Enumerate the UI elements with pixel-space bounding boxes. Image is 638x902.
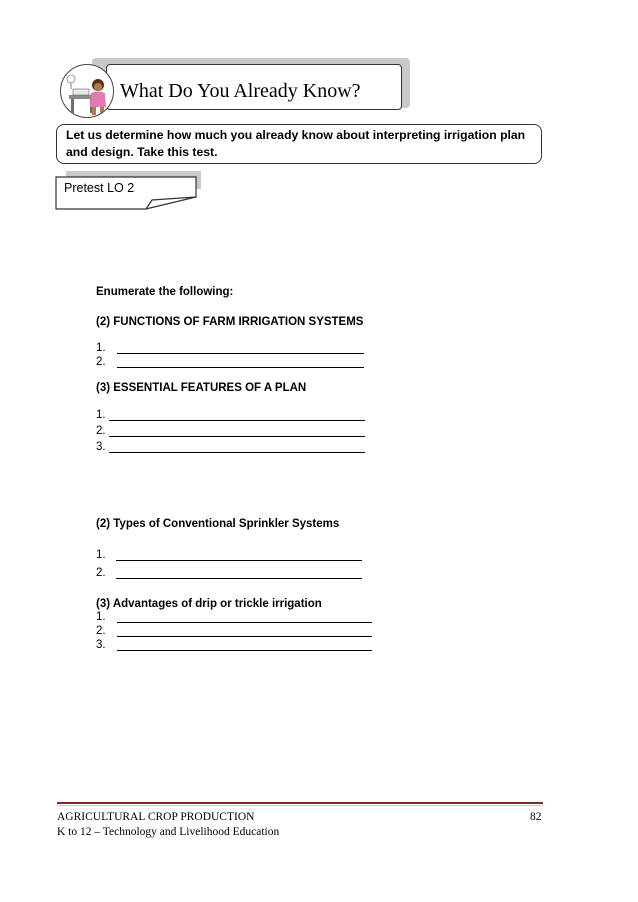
- answer-blank[interactable]: [109, 452, 365, 453]
- list-item-number: 2.: [96, 356, 106, 368]
- footer-course: AGRICULTURAL CROP PRODUCTION: [57, 811, 255, 823]
- list-item-number: 2.: [96, 425, 106, 437]
- list-item-number: 2.: [96, 625, 106, 637]
- answer-blank[interactable]: [116, 578, 362, 579]
- answer-blank[interactable]: [116, 560, 362, 561]
- list-item-number: 3.: [96, 639, 106, 651]
- answer-blank[interactable]: [109, 436, 365, 437]
- answer-blank[interactable]: [117, 367, 364, 368]
- answer-blank[interactable]: [117, 622, 372, 623]
- page-title: What Do You Already Know?: [120, 80, 361, 102]
- list-item-number: 1.: [96, 409, 106, 421]
- footer-rule-shadow: [57, 805, 543, 806]
- footer-subtitle: K to 12 – Technology and Livelihood Education: [57, 826, 280, 838]
- list-item-number: 1.: [96, 342, 106, 354]
- list-item-number: 1.: [96, 549, 106, 561]
- list-item-number: 3.: [96, 441, 106, 453]
- answer-blank[interactable]: [117, 650, 372, 651]
- enumerate-intro: Enumerate the following:: [96, 286, 234, 298]
- list-item-number: 1.: [96, 611, 106, 623]
- section-heading-plan-features: (3) ESSENTIAL FEATURES OF A PLAN: [96, 382, 307, 394]
- section-heading-drip-advantages: (3) Advantages of drip or trickle irrigation: [96, 598, 322, 610]
- instructions-text: Let us determine how much you already know about interpreting irrigation plan and design. Take this test.: [66, 128, 526, 159]
- answer-blank[interactable]: [109, 420, 365, 421]
- footer-page-number: 82: [530, 811, 542, 823]
- list-item-number: 2.: [96, 567, 106, 579]
- footer-rule: [57, 802, 543, 804]
- answer-blank[interactable]: [117, 353, 364, 354]
- pretest-label: Pretest LO 2: [64, 181, 135, 195]
- section-heading-functions: (2) FUNCTIONS OF FARM IRRIGATION SYSTEMS: [96, 316, 364, 328]
- answer-blank[interactable]: [117, 636, 372, 637]
- section-heading-sprinkler-types: (2) Types of Conventional Sprinkler Systems: [96, 518, 340, 530]
- student-at-desk-icon: [60, 64, 114, 118]
